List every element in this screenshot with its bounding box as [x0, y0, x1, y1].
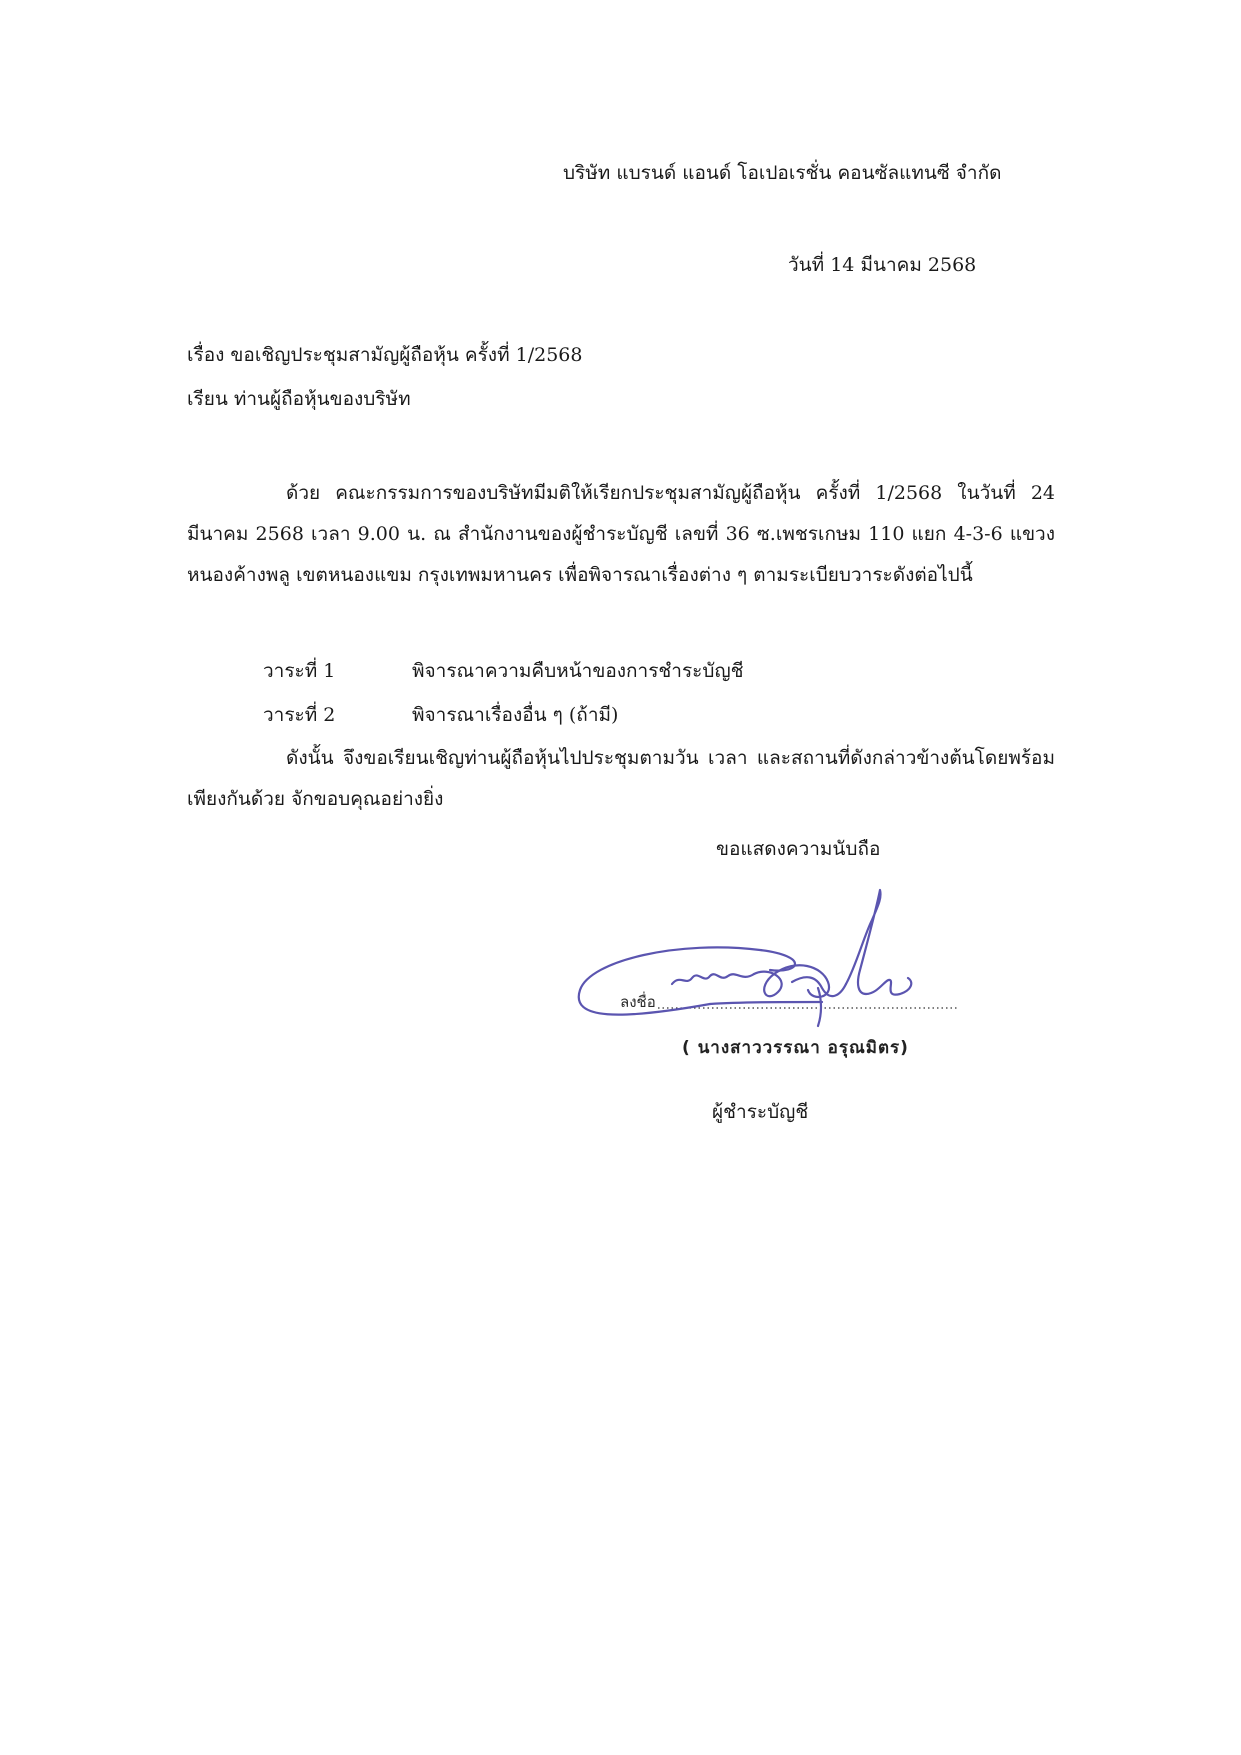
signature-label: ลงชื่อ — [620, 993, 656, 1011]
agenda-text: พิจารณาเรื่องอื่น ๆ (ถ้ามี) — [412, 704, 619, 726]
letter-subject: เรื่อง ขอเชิญประชุมสามัญผู้ถือหุ้น ครั้งที่ 1/2568 — [187, 344, 583, 366]
agenda-item — [263, 702, 963, 728]
agenda-text: พิจารณาความคืบหน้าของการชำระบัญชี — [412, 660, 744, 682]
agenda-number: วาระที่ 2 — [263, 704, 336, 726]
body-paragraph-2: ดังนั้น จึงขอเรียนเชิญท่านผู้ถือหุ้นไปประชุมตามวัน เวลา และสถานที่ดังกล่าวข้างต้นโดยพร้อมเพียงกันด้วย จักขอบคุณอย่างยิ่ง — [187, 747, 1055, 810]
signatory-position: ผู้ชำระบัญชี — [712, 1101, 809, 1123]
agenda-item — [263, 658, 963, 684]
signatory-name: ( นางสาววรรณา อรุณมิตร) — [682, 1038, 909, 1058]
company-name: บริษัท แบรนด์ แอนด์ โอเปอเรชั่น คอนซัลแทนซี จำกัด — [563, 162, 1002, 184]
letter-recipient: เรียน ท่านผู้ถือหุ้นของบริษัท — [187, 388, 411, 410]
agenda-number: วาระที่ 1 — [263, 660, 336, 682]
letter-date: วันที่ 14 มีนาคม 2568 — [788, 254, 977, 276]
body-paragraph-1: ด้วย คณะกรรมการของบริษัทมีมติให้เรียกประชุมสามัญผู้ถือหุ้น ครั้งที่ 1/2568 ในวันที่ 24 มีนาคม 2568 เวลา 9.00 น. ณ สำนักงานของผู้ชำระบัญชี เลขที่ 36 ซ.เพชรเกษม 110 แยก 4-3-6 แขวงหนองค้างพลู เขตหนองแขม กรุงเทพมหานคร เพื่อพิจารณาเรื่องต่าง ๆ ตามระเบียบวาระดังต่อไปนี้ — [187, 482, 1055, 586]
signature-block — [560, 870, 980, 1030]
closing-salutation: ขอแสดงความนับถือ — [716, 838, 881, 860]
